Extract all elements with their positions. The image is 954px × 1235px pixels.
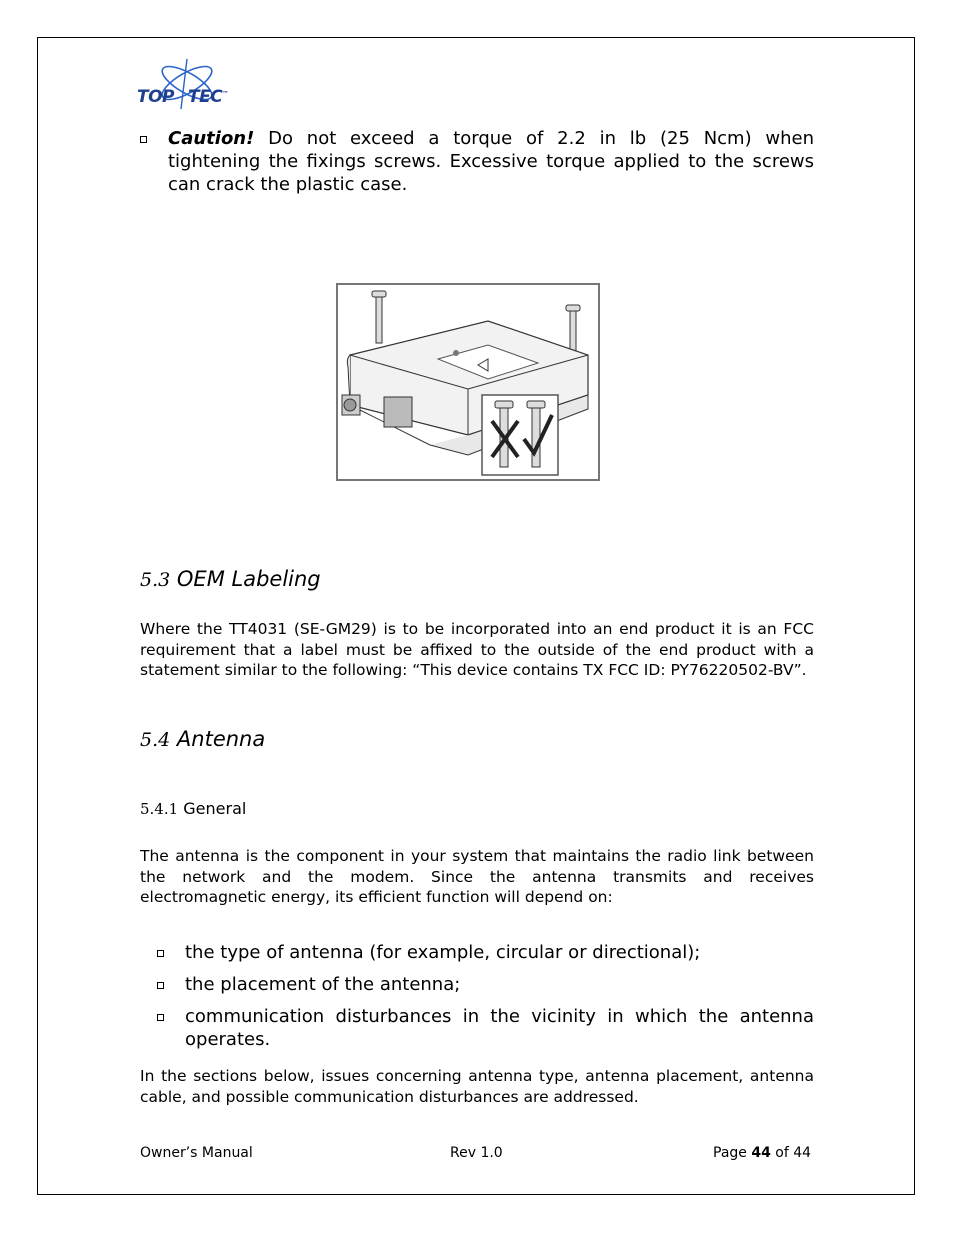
list-item: the placement of the antenna; [157,973,814,996]
toptec-logo [137,55,237,111]
oem-labeling-paragraph: Where the TT4031 (SE-GM29) is to be incorporated into an end product it is an FCC requirement that a label must be affixed to the outside of the end product with a statement similar to the following: “This device contains TX FCC ID: PY76220502-BV”. [140,620,814,680]
caution-label: Caution! [168,128,255,149]
heading-5-3: 5.3 OEM Labeling [140,567,321,591]
list-item: communication disturbances in the vicinity in which the antenna operates. [157,1005,814,1051]
checkbox-bullet-icon [157,950,164,957]
heading-5-4-1: 5.4.1 General [140,799,247,818]
antenna-factors-list [157,941,814,1060]
checkbox-bullet-icon [157,982,164,989]
modem-screws-illustration [336,283,600,481]
list-item: the type of antenna (for example, circular or directional); [157,941,814,964]
heading-5-4: 5.4 Antenna [140,727,266,751]
footer-title: Owner’s Manual [140,1145,253,1161]
caution-note [140,127,814,196]
modem-device-icon [338,285,598,479]
footer-page-number: Page 44 of 44 [713,1145,812,1161]
footer-revision: Rev 1.0 [450,1145,503,1161]
antenna-general-paragraph: The antenna is the component in your system that maintains the radio link between the network and the modem. Since the antenna transmits and receives electromagnetic energy, its efficient function will depend on: [140,847,814,907]
checkbox-bullet-icon [140,136,147,143]
caution-text: Do not exceed a torque of 2.2 in lb (25 Ncm) when tightening the fixings screws. Excessive torque applied to the screws can crack the plastic case. [168,128,814,195]
checkbox-bullet-icon [157,1014,164,1021]
logo-wordmark: TOP TEC™ [137,87,228,107]
antenna-closing-paragraph: In the sections below, issues concerning antenna type, antenna placement, antenna cable, and possible communication disturbances are addressed. [140,1067,814,1106]
